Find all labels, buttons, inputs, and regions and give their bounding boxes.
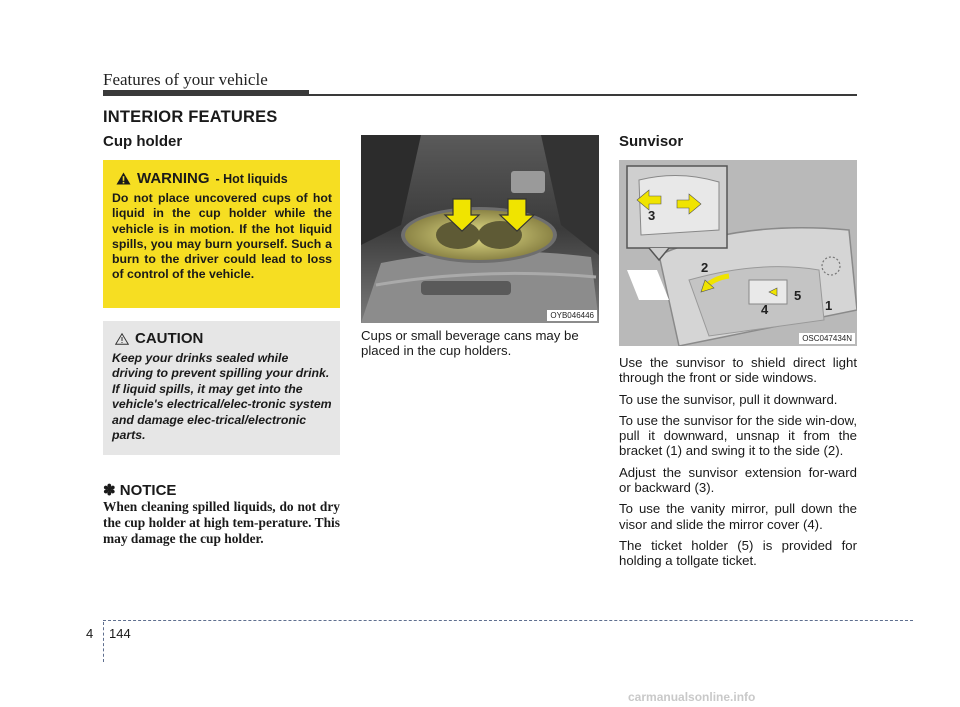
sunvisor-heading: Sunvisor	[619, 133, 684, 150]
warning-triangle-icon	[116, 172, 131, 185]
footer-dashed-rule	[103, 620, 913, 621]
warning-box	[103, 160, 340, 308]
callout-3: 3	[648, 208, 656, 223]
sunvisor-paragraph: The ticket holder (5) is provided for holding a tollgate ticket.	[619, 537, 857, 569]
callout-4: 4	[761, 302, 769, 317]
callout-2: 2	[701, 260, 709, 275]
caution-triangle-icon	[115, 333, 129, 345]
callout-5: 5	[794, 288, 802, 303]
cup-holder-image	[361, 135, 599, 323]
chapter-number: 4	[86, 626, 94, 641]
cup-holder-description: Cups or small beverage cans may be placed in the cup holders.	[361, 328, 579, 359]
footer-dashed-divider	[103, 622, 104, 662]
sunvisor-image	[619, 160, 857, 346]
callout-1: 1	[825, 298, 833, 313]
cup-holder-image-caption: OYB046446	[547, 310, 597, 321]
warning-subtitle: - Hot liquids	[215, 171, 288, 186]
notice-title: ✽ NOTICE	[103, 482, 177, 499]
header-rule-thin	[309, 94, 857, 96]
sunvisor-image-caption: OSC047434N	[799, 333, 855, 344]
caution-label: CAUTION	[135, 330, 204, 347]
caution-box	[103, 321, 340, 455]
sunvisor-instructions	[619, 355, 857, 575]
caution-text: Keep your drinks sealed while driving to prevent spilling your drink. If liquid spills, it may get into the vehicle's electrical/elec-tronic system and damage elec-trical/electronic parts.	[112, 351, 332, 443]
page-number: 144	[109, 626, 131, 641]
header-rule-thick	[103, 90, 309, 96]
notice-text: When cleaning spilled liquids, do not dry the cup holder at high tem-perature. This may damage the cup holder.	[103, 499, 340, 546]
sunvisor-paragraph: To use the vanity mirror, pull down the visor and slide the mirror cover (4).	[619, 501, 857, 532]
sunvisor-paragraph: To use the sunvisor, pull it downward.	[619, 391, 838, 407]
watermark: carmanualsonline.info	[628, 690, 756, 704]
section-title: INTERIOR FEATURES	[103, 108, 278, 126]
warning-text: Do not place uncovered cups of hot liquid in the cup holder while the vehicle is in motion. If the hot liquid spills, you may burn yourself. Such a burn to the driver could lead to loss of control of the vehicle.	[112, 191, 332, 282]
running-header: Features of your vehicle	[103, 70, 268, 89]
sunvisor-paragraph: Use the sunvisor to shield direct light through the front or side windows.	[619, 355, 857, 386]
sunvisor-paragraph: Adjust the sunvisor extension for-ward or backward (3).	[619, 464, 857, 496]
cup-holder-heading: Cup holder	[103, 133, 183, 150]
warning-label: WARNING	[137, 170, 210, 187]
sunvisor-paragraph: To use the sunvisor for the side win-dow, pull it downward, unsnap it from the bracket (1) and swing it to the side (2).	[619, 412, 857, 459]
